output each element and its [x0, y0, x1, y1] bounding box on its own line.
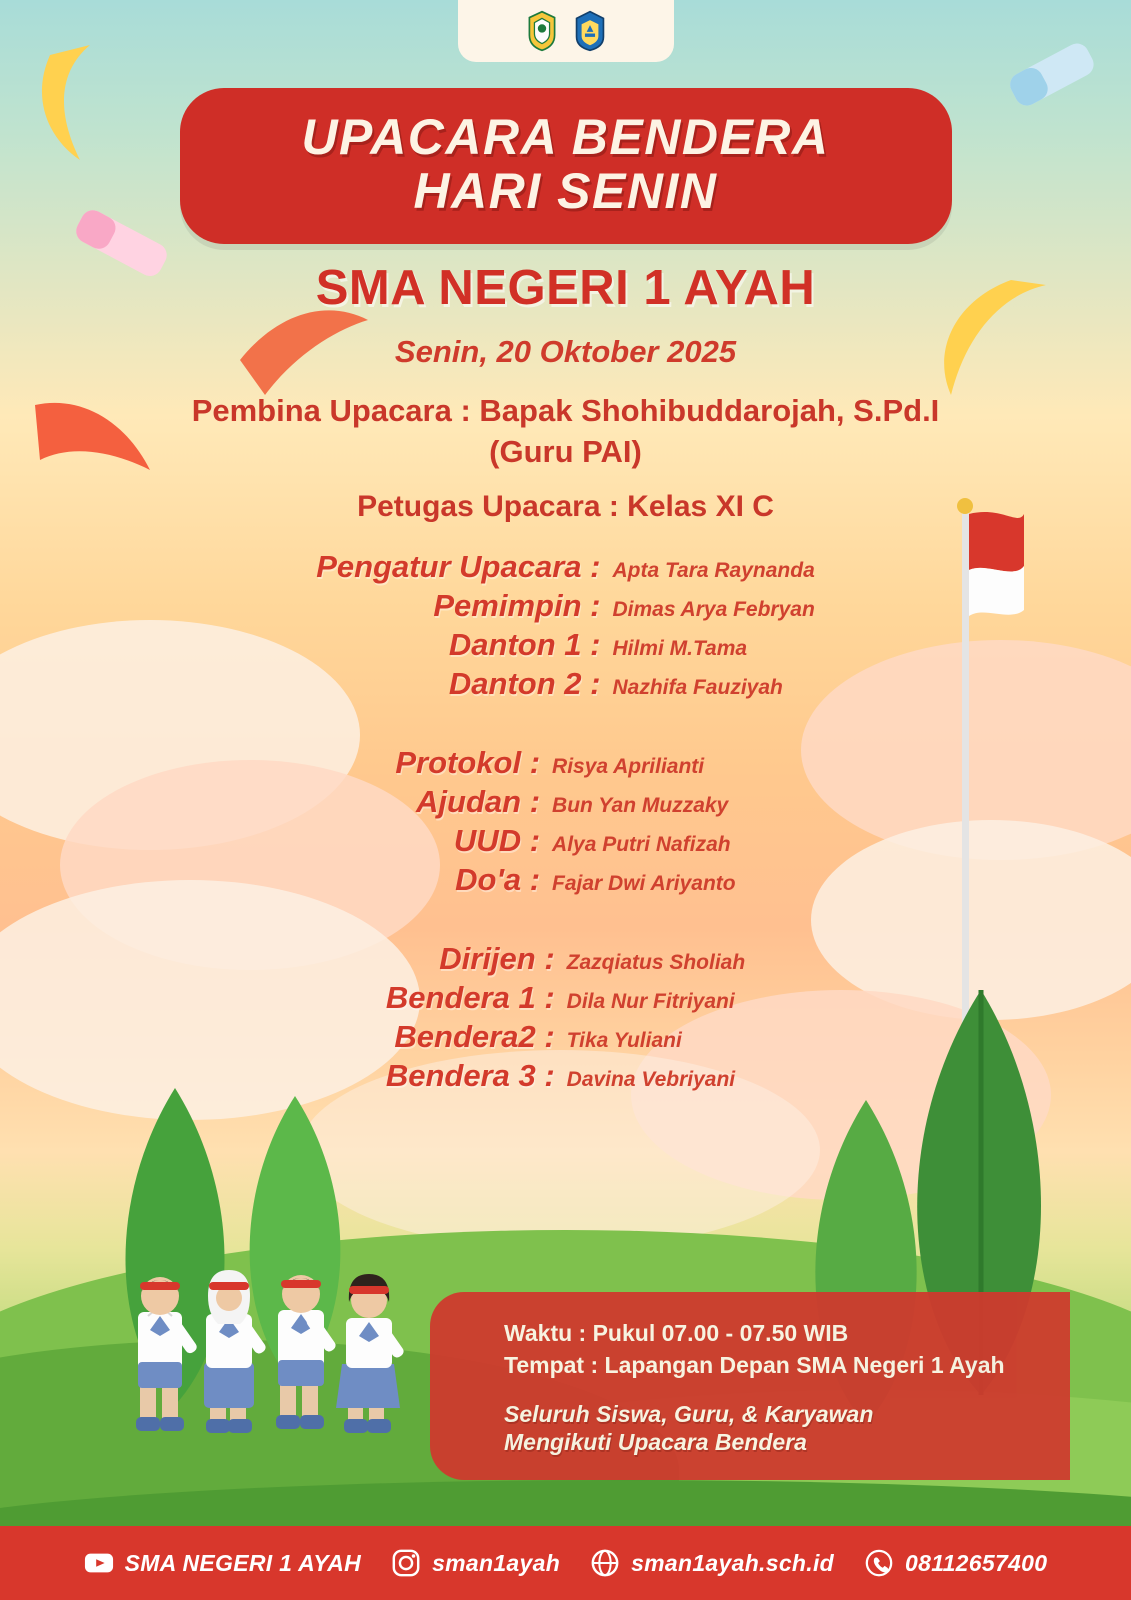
roles-table-group-3 [386, 940, 745, 1096]
school-logo [573, 10, 607, 52]
info-note-line-1: Seluruh Siswa, Guru, & Karyawan [504, 1400, 874, 1427]
poster-title [180, 88, 952, 244]
role-person: Bun Yan Muzzaky [552, 793, 729, 817]
role-label: Bendera 3 : [385, 1057, 555, 1093]
table-row [316, 665, 815, 704]
table-row [386, 940, 745, 979]
table-row [395, 744, 735, 783]
eraser-decoration [991, 20, 1111, 130]
info-waktu: Waktu : Pukul 07.00 - 07.50 WIB [504, 1320, 849, 1347]
pembina-line-2: (Guru PAI) [489, 433, 642, 469]
students-illustration [118, 1202, 428, 1452]
globe-icon [590, 1548, 620, 1578]
role-label: Pemimpin : [433, 587, 601, 623]
role-label: Bendera2 : [394, 1018, 555, 1054]
info-tempat: Tempat : Lapangan Depan SMA Negeri 1 Ayah [504, 1352, 1005, 1379]
ribbon-decoration [20, 40, 140, 170]
table-row [386, 979, 745, 1018]
role-label: Danton 2 : [448, 665, 601, 701]
logo-strip [458, 0, 674, 62]
info-note-line-2: Mengikuti Upacara Bendera [504, 1428, 807, 1455]
role-label: Protokol : [395, 744, 541, 780]
roles-table-group-1 [316, 548, 815, 704]
footer-bar [0, 1526, 1131, 1600]
role-person: Dimas Arya Febryan [612, 597, 815, 621]
footer-item-youtube[interactable] [84, 1548, 361, 1578]
footer-label-phone: 08112657400 [905, 1549, 1048, 1576]
footer-item-phone[interactable] [864, 1548, 1047, 1578]
table-row [316, 548, 815, 587]
role-label: Bendera 1 : [385, 979, 555, 1015]
role-person: Tika Yuliani [566, 1028, 682, 1052]
school-name: SMA NEGERI 1 AYAH [315, 261, 816, 315]
role-person: Fajar Dwi Ariyanto [552, 871, 736, 895]
table-row [386, 1018, 745, 1057]
role-person: Davina Vebriyani [566, 1067, 736, 1091]
roles-table-group-2 [395, 744, 735, 900]
pembina-line-1: Pembina Upacara : Bapak Shohibuddarojah, S.Pd.I [191, 393, 940, 428]
title-line-2: HARI SENIN [413, 163, 718, 219]
youtube-icon [84, 1548, 114, 1578]
phone-icon [864, 1548, 894, 1578]
table-row [395, 822, 735, 861]
role-person: Nazhifa Fauziyah [612, 675, 783, 699]
table-row [395, 861, 735, 900]
role-person: Dila Nur Fitriyani [566, 989, 735, 1013]
role-person: Zazqiatus Sholiah [566, 950, 746, 974]
role-label: UUD : [453, 822, 541, 858]
poster-content [0, 260, 1131, 1102]
role-label: Dirijen : [439, 940, 555, 976]
footer-label-website: sman1ayah.sch.id [631, 1549, 835, 1576]
role-person: Risya Aprilianti [552, 754, 705, 778]
table-row [316, 626, 815, 665]
role-label: Pengatur Upacara : [316, 548, 601, 584]
role-label: Danton 1 : [448, 626, 601, 662]
spacer [0, 906, 1131, 940]
event-date: Senin, 20 Oktober 2025 [394, 334, 737, 369]
role-label: Do'a : [455, 861, 541, 897]
footer-item-instagram[interactable] [391, 1548, 560, 1578]
footer-label-youtube: SMA NEGERI 1 AYAH [124, 1549, 362, 1576]
table-row [316, 587, 815, 626]
table-row [386, 1057, 745, 1096]
spacer [0, 710, 1131, 744]
role-person: Hilmi M.Tama [612, 636, 748, 660]
footer-label-instagram: sman1ayah [432, 1549, 561, 1576]
table-row [395, 783, 735, 822]
event-info-box [430, 1292, 1070, 1480]
footer-item-website[interactable] [590, 1548, 834, 1578]
role-label: Ajudan : [416, 783, 541, 819]
title-line-1: UPACARA BENDERA [301, 109, 830, 165]
kemendikbud-logo [525, 10, 559, 52]
role-person: Apta Tara Raynanda [612, 558, 815, 582]
instagram-icon [391, 1548, 421, 1578]
petugas-upacara: Petugas Upacara : Kelas XI C [357, 489, 774, 523]
role-person: Alya Putri Nafizah [552, 832, 731, 856]
